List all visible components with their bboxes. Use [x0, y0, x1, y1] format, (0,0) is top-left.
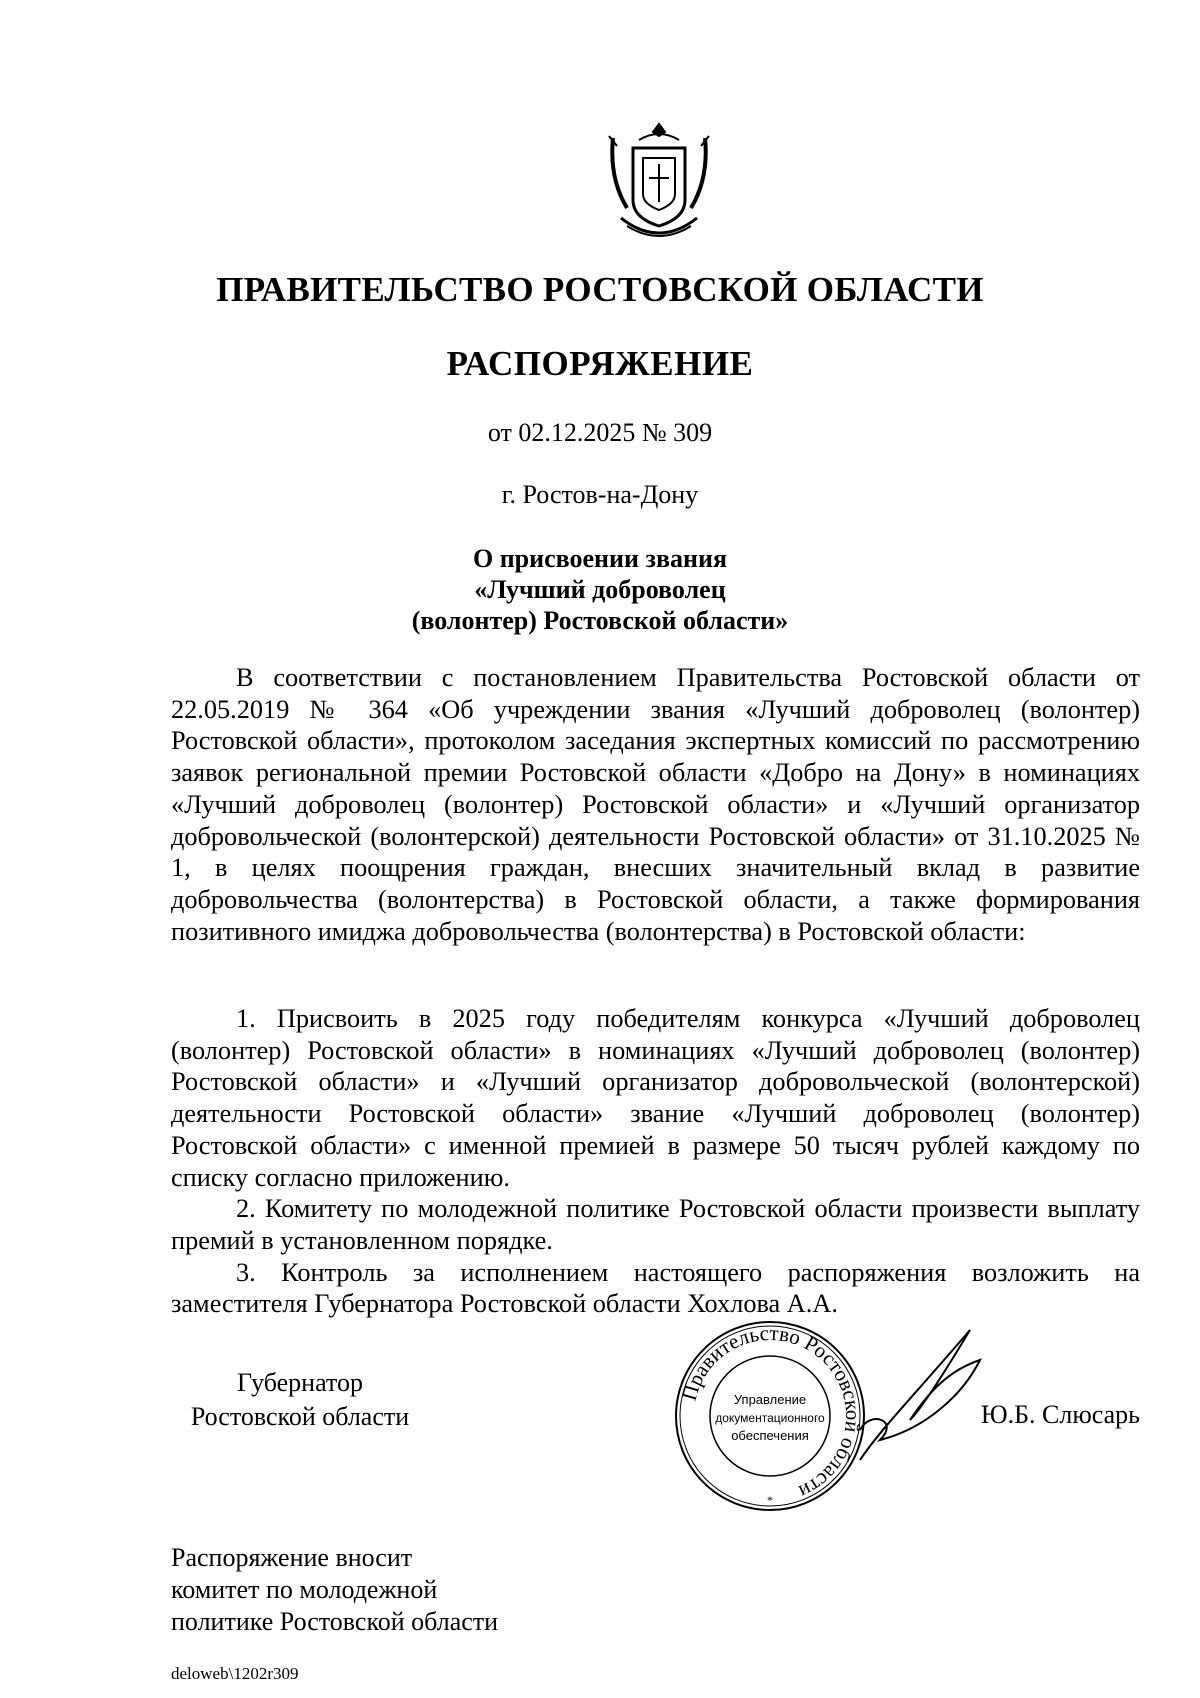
document-code: deloweb\1202r309 — [171, 1664, 299, 1683]
item-2: 2. Комитету по молодежной политике Ростовской области произвести выплату премий в установленном порядке. — [171, 1194, 1140, 1255]
preamble-paragraph: В соответствии с постановлением Правительства Ростовской области от 22.05.2019 № 364 «Об учреждении звания «Лучший доброволец (волонтер) Ростовской области», протоколом заседания экспертных комиссий по рассмотрению заявок региональной премии Ростовской области «Добро на Дону» в номинациях «Лучший доброволец (волонтер) Ростовской области» и «Лучший организатор добровольческой (волонтерской) деятельности Ростовской области» от 31.10.2025 № 1, в целях поощрения граждан, внесших значительный вклад в развитие добровольчества (волонтерства) в Ростовской области, а также формирования позитивного имиджа добровольчества (волонтерства) в Ростовской области: — [171, 663, 1140, 946]
subject-line: (волонтер) Ростовской области» — [411, 606, 789, 635]
subject-line: «Лучший доброволец — [474, 575, 726, 604]
submitter-note — [171, 1542, 498, 1638]
note-line: Распоряжение вносит — [171, 1543, 413, 1572]
seal-inner-line: документационного — [715, 1411, 825, 1425]
svg-text:*: * — [767, 1493, 773, 1507]
coat-of-arms-icon — [603, 118, 715, 246]
signer-name: Ю.Б. Слюсарь — [980, 1400, 1140, 1429]
note-line: политике Ростовской области — [171, 1607, 499, 1636]
official-seal — [672, 1318, 868, 1514]
city: г. Ростов-на-Дону — [501, 480, 699, 509]
document-type: РАСПОРЯЖЕНИЕ — [446, 344, 754, 383]
handwritten-signature — [850, 1320, 990, 1470]
subject-line: О присвоении звания — [472, 544, 728, 573]
position-line: Ростовской области — [190, 1402, 410, 1431]
date-number: от 02.12.2025 № 309 — [487, 418, 713, 447]
seal-inner-line: Управление — [733, 1392, 807, 1407]
preamble — [171, 662, 1140, 947]
document-subject — [0, 543, 1200, 636]
position-line: Губернатор — [237, 1368, 363, 1397]
organization-title: ПРАВИТЕЛЬСТВО РОСТОВСКОЙ ОБЛАСТИ — [216, 270, 984, 309]
operative-items — [171, 1003, 1140, 1320]
item-3: 3. Контроль за исполнением настоящего распоряжения возложить на заместителя Губернатора Ростовской области Хохлова А.А. — [171, 1257, 1140, 1319]
item-1: 1. Присвоить в 2025 году победителям конкурса «Лучший доброволец (волонтер) Ростовской области» в номинациях «Лучший доброволец (волонтер) Ростовской области» и «Лучший организатор добровольческой (волонтерской) деятельности Ростовской области» звание «Лучший доброволец (волонтер) Ростовской области» с именной премией в размере 50 тысяч рублей каждому по списку согласно приложению. — [171, 1004, 1140, 1192]
note-line: комитет по молодежной — [171, 1575, 438, 1604]
signer-position — [175, 1366, 425, 1434]
seal-ring-text: Правительство Ростовской области — [676, 1320, 866, 1505]
seal-inner-line: обеспечения — [731, 1428, 809, 1443]
